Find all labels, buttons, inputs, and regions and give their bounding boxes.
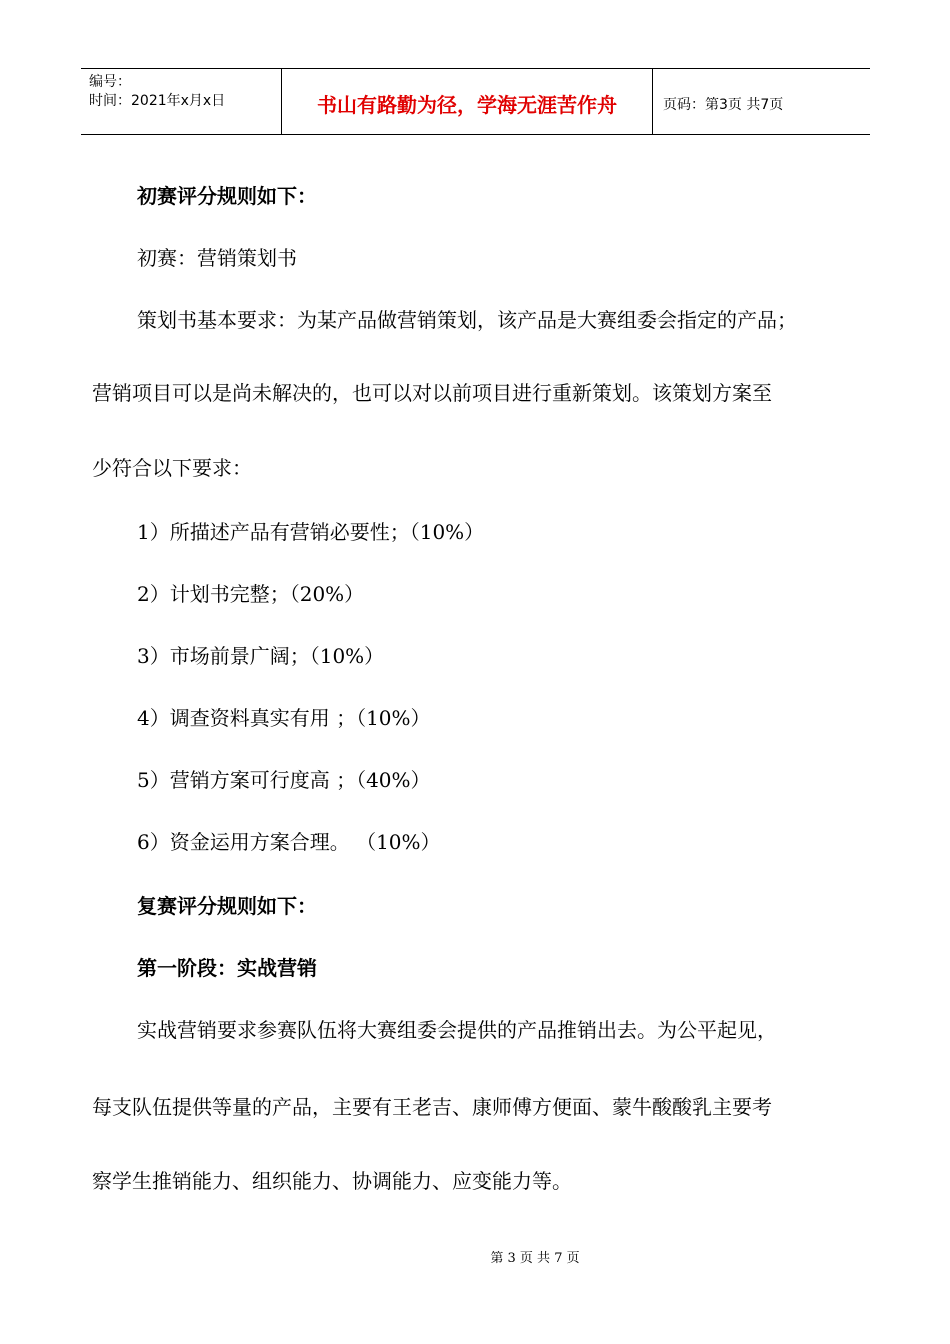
page-header [81, 68, 870, 135]
heading-preliminary-rules: 初赛评分规则如下： [137, 184, 317, 208]
list-item: 4）调查资料真实有用 ；（10%） [137, 706, 431, 730]
header-motto: 书山有路勤为径，学海无涯苦作舟 [282, 69, 653, 134]
paragraph-line: 策划书基本要求：为某产品做营销策划，该产品是大赛组委会指定的产品； [137, 308, 797, 332]
list-item: 6）资金运用方案合理。 （10%） [137, 830, 441, 854]
header-meta [81, 69, 282, 134]
document-number: 编号： [89, 74, 131, 90]
header-page-info: 页码：第3页 共7页 [663, 96, 784, 113]
heading-stage-one: 第一阶段：实战营销 [137, 956, 317, 980]
paragraph-line: 少符合以下要求： [92, 456, 252, 480]
paragraph-line: 实战营销要求参赛队伍将大赛组委会提供的产品推销出去。为公平起见， [137, 1018, 777, 1042]
heading-final-rules: 复赛评分规则如下： [137, 894, 317, 918]
page-footer: 第 3 页 共 7 页 [490, 1251, 580, 1266]
list-item: 2）计划书完整；（20%） [137, 582, 365, 606]
preliminary-title: 初赛：营销策划书 [137, 246, 297, 270]
paragraph-line: 察学生推销能力、组织能力、协调能力、应变能力等。 [92, 1169, 572, 1193]
paragraph-line: 营销项目可以是尚未解决的，也可以对以前项目进行重新策划。该策划方案至 [92, 381, 772, 405]
list-item: 5）营销方案可行度高 ；（40%） [137, 768, 431, 792]
list-item: 1）所描述产品有营销必要性；（10%） [137, 520, 485, 544]
list-item: 3）市场前景广阔；（10%） [137, 644, 385, 668]
paragraph-line: 每支队伍提供等量的产品，主要有王老吉、康师傅方便面、蒙牛酸酸乳主要考 [92, 1095, 772, 1119]
document-date: 时间：2021年x月x日 [89, 93, 226, 109]
